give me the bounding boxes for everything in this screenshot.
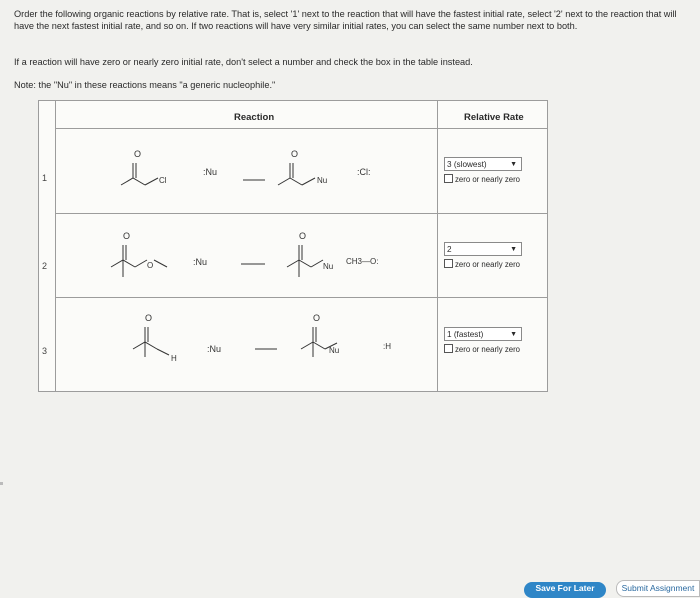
chevron-down-icon: ▼: [510, 161, 517, 168]
checkbox-icon: [444, 344, 453, 353]
byproduct-label: :Cl:: [357, 167, 371, 177]
svg-text:O: O: [145, 313, 153, 323]
nucleophile-label: :Nu: [193, 257, 208, 267]
leaving-group-label: Cl: [159, 176, 167, 185]
divider: [437, 101, 438, 391]
instruction-paragraph-2: If a reaction will have zero or nearly zero initial rate, don't select a number and check the box in the table instead.: [14, 57, 473, 67]
svg-text:O: O: [299, 231, 307, 241]
page-marker: [0, 482, 3, 485]
rate-select[interactable]: [444, 242, 522, 256]
table-header: [39, 101, 547, 128]
relative-rate-cell: [444, 327, 542, 354]
reaction-scheme: [61, 303, 429, 383]
column-header-reaction: Reaction: [234, 112, 275, 123]
instruction-paragraph-3: Note: the "Nu" in these reactions means "a generic nucleophile.": [14, 80, 276, 90]
checkbox-icon: [444, 174, 453, 183]
rate-select-value: 2: [447, 245, 452, 254]
product-nucleophile-label: Nu: [317, 176, 328, 185]
divider: [55, 297, 547, 298]
zero-rate-checkbox[interactable]: [444, 174, 542, 184]
relative-rate-cell: [444, 242, 542, 269]
zero-rate-label: zero or nearly zero: [455, 175, 521, 184]
svg-text:O: O: [313, 313, 321, 323]
row-number: 2: [42, 261, 48, 271]
row-number: 3: [42, 346, 48, 356]
zero-rate-label: zero or nearly zero: [455, 345, 521, 354]
reaction-scheme: [61, 133, 429, 213]
instruction-paragraph-1: Order the following organic reactions by relative rate. That is, select '1' next to the reaction that will have the fastest initial rate, select '2' next to the reaction that will have the next fastest initial rate, and so on. If two reactions will have very similar initial rates, you can select the same number next to both.: [14, 9, 677, 31]
rate-select[interactable]: [444, 327, 522, 341]
divider: [55, 101, 56, 391]
submit-assignment-button[interactable]: Submit Assignment: [616, 580, 700, 597]
instructions-text: [14, 9, 684, 32]
leaving-group-label: H: [171, 354, 177, 363]
nucleophile-label: :Nu: [207, 344, 222, 354]
product-nucleophile-label: Nu: [323, 262, 334, 271]
product-nucleophile-label: Nu: [329, 346, 340, 355]
row-number: 1: [42, 173, 48, 183]
save-for-later-button[interactable]: Save For Later: [524, 582, 606, 598]
chevron-down-icon: ▼: [510, 331, 517, 338]
reactions-table: [38, 100, 548, 392]
rate-select-value: 3 (slowest): [447, 160, 487, 169]
leaving-group-label: O: [147, 261, 154, 270]
zero-rate-checkbox[interactable]: [444, 344, 542, 354]
zero-rate-checkbox[interactable]: [444, 259, 542, 269]
byproduct-label: CH3—O:: [346, 257, 379, 266]
divider: [55, 128, 547, 129]
divider: [55, 213, 547, 214]
byproduct-label: :H: [383, 342, 391, 351]
zero-rate-label: zero or nearly zero: [455, 260, 521, 269]
checkbox-icon: [444, 259, 453, 268]
relative-rate-cell: [444, 157, 542, 184]
svg-text:O: O: [123, 231, 131, 241]
reaction-scheme: [61, 217, 429, 297]
svg-text:O: O: [291, 149, 299, 159]
rate-select-value: 1 (fastest): [447, 330, 484, 339]
column-header-relative-rate: Relative Rate: [464, 112, 524, 123]
svg-text:O: O: [134, 149, 142, 159]
chevron-down-icon: ▼: [510, 246, 517, 253]
nucleophile-label: :Nu: [203, 167, 218, 177]
rate-select[interactable]: [444, 157, 522, 171]
